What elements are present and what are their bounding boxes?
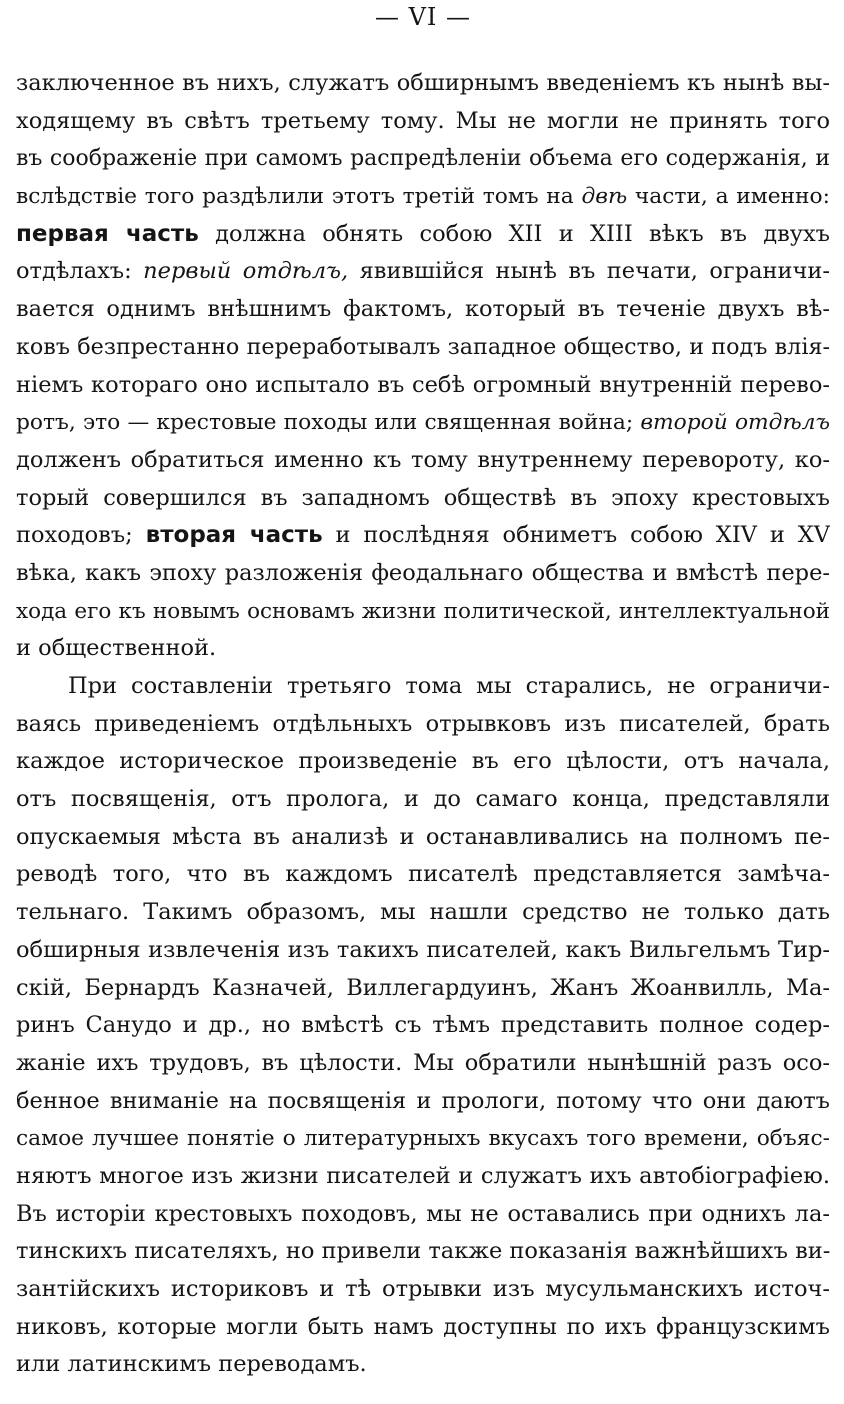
text-line: тинскихъ писателяхъ, но привели также показанія важнѣйшихъ ви- bbox=[16, 1238, 830, 1265]
text-fragment: части, а именно: bbox=[634, 184, 830, 210]
text-line: При составленіи третьяго тома мы старались, не ограничи- bbox=[68, 673, 830, 699]
text-line: опускаемыя мѣста въ анализѣ и останавливались на полномъ пе- bbox=[16, 823, 830, 850]
text-line: заключенное въ нихъ, служатъ обширнымъ введеніемъ къ нынѣ вы- bbox=[16, 70, 830, 96]
emphasis-first-section: первый отдѣлъ, bbox=[143, 258, 349, 285]
text-fragment: ротъ, это — крестовые походы или священная война; bbox=[16, 410, 634, 436]
text-line bbox=[16, 178, 830, 216]
text-line bbox=[16, 404, 830, 442]
text-line bbox=[16, 216, 830, 254]
text-line bbox=[16, 517, 830, 555]
text-line: самое лучшее понятіе о литературныхъ вкусахъ того времени, объяс- bbox=[16, 1126, 830, 1152]
text-fragment: вслѣдствіе того раздѣлили этотъ третій томъ на bbox=[16, 184, 574, 210]
text-line: вѣка, какъ эпоху разложенія феодальнаго общества и вмѣстѣ пере- bbox=[16, 559, 830, 586]
text-line: и общественной. bbox=[16, 635, 217, 662]
emphasis-second-section: второй отдѣлъ bbox=[640, 410, 830, 436]
text-line: долженъ обратиться именно къ тому внутреннему перевороту, ко- bbox=[16, 446, 830, 473]
text-line: ковъ безпрестанно переработывалъ западное общество, и подъ влія- bbox=[16, 333, 830, 360]
emphasis-two-parts: двѣ bbox=[581, 184, 628, 210]
text-fragment: должна обнять собою XII и XIII вѣкъ въ двухъ bbox=[215, 220, 830, 247]
text-line: бенное вниманіе на посвященія и прологи, потому что они даютъ bbox=[16, 1087, 830, 1114]
text-line: няютъ многое изъ жизни писателей и служатъ ихъ автобіографіею. bbox=[16, 1162, 830, 1189]
text-fragment: отдѣлахъ: bbox=[16, 258, 132, 285]
text-line: ніемъ котораго оно испытало въ себѣ огромный внутренній перево- bbox=[16, 371, 830, 398]
paragraph-2 bbox=[16, 668, 830, 1384]
text-line: торый совершился въ западномъ обществѣ въ эпоху крестовыхъ bbox=[16, 484, 830, 511]
text-line: реводѣ того, что въ каждомъ писателѣ представляется замѣча- bbox=[16, 861, 830, 888]
paragraph-1 bbox=[16, 65, 830, 668]
text-line: жаніе ихъ трудовъ, въ цѣлости. Мы обратили нынѣшній разъ осо- bbox=[16, 1049, 830, 1076]
text-line bbox=[16, 253, 830, 291]
text-line: въ соображеніе при самомъ распредѣленіи объема его содержанія, и bbox=[16, 146, 830, 172]
text-line: обширныя извлеченія изъ такихъ писателей, какъ Вильгельмъ Тир- bbox=[16, 936, 830, 963]
heading-first-part: первая часть bbox=[16, 220, 199, 247]
text-line: скій, Бернардъ Казначей, Виллегардуинъ, Жанъ Жоанвилль, Ма- bbox=[16, 974, 830, 1001]
heading-second-part: вторая часть bbox=[145, 522, 323, 549]
text-fragment: походовъ; bbox=[16, 522, 133, 549]
text-line: ходящему въ свѣтъ третьему тому. Мы не могли не принять того bbox=[16, 107, 830, 134]
text-line: зантійскихъ историковъ и тѣ отрывки изъ мусульманскихъ источ- bbox=[16, 1276, 830, 1302]
text-line: отъ посвященія, отъ пролога, и до самаго конца, представляли bbox=[16, 786, 830, 813]
text-line: хода его къ новымъ основамъ жизни политической, интеллектуальной bbox=[16, 598, 830, 624]
text-line: каждое историческое произведеніе въ его цѣлости, отъ начала, bbox=[16, 748, 830, 775]
text-line: Въ исторіи крестовыхъ походовъ, мы не оставались при однихъ ла- bbox=[16, 1200, 830, 1227]
text-line: тельнаго. Такимъ образомъ, мы нашли средство не только дать bbox=[16, 899, 830, 926]
text-fragment: и послѣдняя обниметъ собою XIV и XV bbox=[335, 522, 830, 549]
text-line: ринъ Санудо и др., но вмѣстѣ съ тѣмъ представить полное содер- bbox=[16, 1012, 830, 1039]
text-line: ваясь приведеніемъ отдѣльныхъ отрывковъ изъ писателей, брать bbox=[16, 710, 830, 737]
book-page bbox=[16, 0, 830, 1404]
text-line: никовъ, которые могли быть намъ доступны по ихъ французскимъ bbox=[16, 1313, 830, 1340]
text-line: или латинскимъ переводамъ. bbox=[16, 1351, 367, 1378]
text-line: вается однимъ внѣшнимъ фактомъ, который въ теченіе двухъ вѣ- bbox=[16, 296, 830, 323]
page-header: — VI — bbox=[374, 3, 472, 31]
text-fragment: явившійся нынѣ въ печати, ограничи- bbox=[359, 258, 830, 285]
